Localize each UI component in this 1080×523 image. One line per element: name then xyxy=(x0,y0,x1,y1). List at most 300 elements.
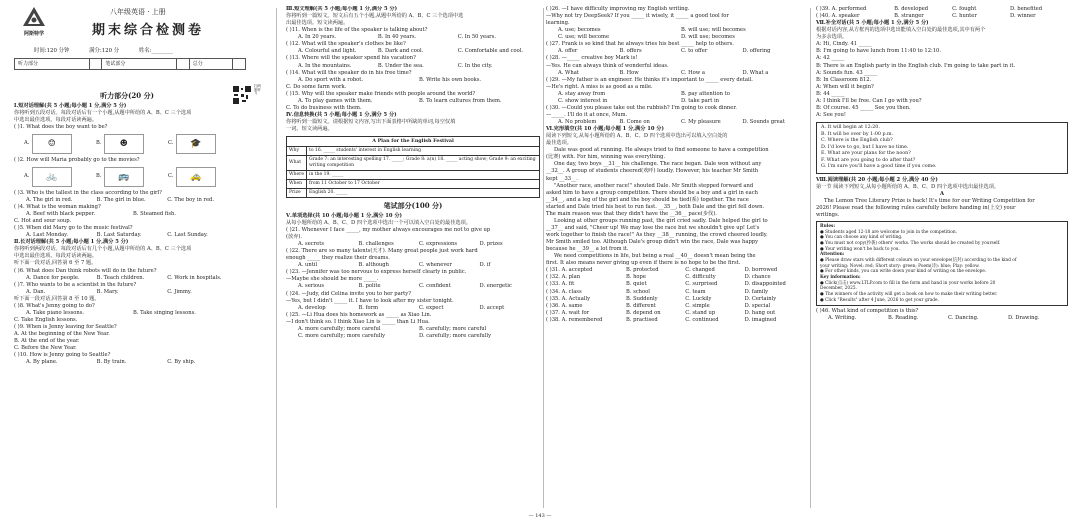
text-line: ( )28. —_____ creative boy Mark is! xyxy=(546,55,638,62)
text-line: ( )15. Why will the speaker make friends with people around the world? xyxy=(286,90,476,97)
answer-option[interactable]: C. The boy in red. xyxy=(167,196,215,203)
answer-option[interactable]: C. Comfortable and cool. xyxy=(457,48,524,55)
answer-option[interactable]: C. Work in hospitals. xyxy=(167,274,222,281)
answer-option[interactable]: A. The girl in red. xyxy=(26,196,73,203)
answer-option[interactable]: ( )35. A. Actually xyxy=(546,295,591,302)
choice-option: F. What are you going to do after that? xyxy=(821,157,916,163)
row-header: What xyxy=(287,155,307,170)
answer-option[interactable]: B. Write his own books. xyxy=(419,76,482,83)
options-row xyxy=(546,310,804,317)
answer-option[interactable]: D. special xyxy=(744,302,771,309)
text-line: ● The winners of the activity will get a book on how to make their writing better. xyxy=(820,292,998,298)
option-letter[interactable]: B. xyxy=(96,140,102,147)
text-line: A: See you! xyxy=(816,111,846,118)
text-line: ( )9. When is Jenny leaving for Seattle? xyxy=(14,324,117,331)
text-line: your writing: Novel: red; Short story: green; Poem(诗): blue; Play: yellow. xyxy=(820,263,980,269)
option-picture-icon: 🚲 xyxy=(32,167,72,187)
text-line: ( )27. Frank is so kind that he always tries his best _____ help to others. xyxy=(546,41,734,48)
option-letter[interactable]: C. xyxy=(168,173,174,180)
answer-option[interactable]: C. surprised xyxy=(685,281,718,288)
column-3 xyxy=(546,6,804,511)
answer-option[interactable]: A. secrets xyxy=(298,241,324,248)
answer-option[interactable]: B. Take singing lessons. xyxy=(133,309,196,316)
answer-option[interactable]: ( )32. A. plan xyxy=(546,274,581,281)
answer-option[interactable]: A. use; becomes xyxy=(558,27,601,34)
answer-option[interactable]: B. Teach children. xyxy=(96,274,145,281)
answer-option[interactable]: D. hang out xyxy=(744,309,776,316)
time-limit: 时间:120 分钟 xyxy=(34,48,70,54)
column-4 xyxy=(816,6,1068,511)
text-line: 根据对话内容,从方框内的选项中选出能填入空白处的最佳选项,其中有两个 xyxy=(816,27,986,34)
answer-option[interactable]: B. Suddenly xyxy=(625,295,658,302)
answer-option[interactable]: C. How a xyxy=(681,69,705,76)
column-divider xyxy=(543,8,544,508)
subsection-heading: Ⅴ.单项选择(共 10 小题;每小题 1 分,满分 10 分) xyxy=(286,212,402,219)
options-row xyxy=(546,281,804,288)
answer-option[interactable]: B. Last Saturday. xyxy=(96,232,142,239)
text-line: ( )5. When did Mary go to the music festival? xyxy=(14,225,133,232)
logo-icon xyxy=(22,6,46,28)
option-letter[interactable]: A. xyxy=(24,140,30,147)
text-line: —He's right. A miss is as good as a mile. xyxy=(546,83,653,90)
answer-option[interactable]: B. although xyxy=(358,262,389,269)
answer-option[interactable]: D. winner xyxy=(1010,13,1036,20)
text-line: 出最佳选项。短文读两遍。 xyxy=(286,20,349,27)
answer-option[interactable]: D. offering xyxy=(742,48,771,55)
answer-option[interactable]: B. challenges xyxy=(358,241,394,248)
text-line: C. Do some farm work. xyxy=(286,83,347,90)
answer-option[interactable]: B. In 40 years. xyxy=(377,34,417,41)
subsection-heading: Ⅳ.信息转换(共 5 小题;每小题 1 分,满分 5 分) xyxy=(286,111,397,118)
answer-option[interactable]: B. Mary. xyxy=(96,288,119,295)
answer-option[interactable]: A. Writing. xyxy=(828,315,857,322)
answer-option[interactable]: B. practised xyxy=(625,316,658,323)
short-passage-section xyxy=(286,6,540,133)
options-row xyxy=(14,289,240,296)
subsection-heading: Ⅲ.短文理解(共 5 小题;每小题 1 分,满分 5 分) xyxy=(286,6,398,12)
text-line: ( )7. Who wants to be a scientist in the future? xyxy=(14,281,137,288)
text-line: A: I think I'll be free. Can I go with you? xyxy=(816,97,922,104)
answer-option[interactable]: C. Dancing. xyxy=(948,315,979,322)
answer-option[interactable]: D. family xyxy=(744,288,769,295)
picture-options xyxy=(24,166,240,188)
publisher-logo xyxy=(14,6,54,50)
text-line: enough _____ they realize their dreams. xyxy=(286,255,390,262)
row-content: from 11 October to 17 October xyxy=(307,180,540,189)
options-row xyxy=(286,333,540,340)
answer-option[interactable]: B. By train. xyxy=(96,359,127,366)
text-line: 最佳选项。 xyxy=(546,140,572,147)
text-line: __37__ and said, "Cheer up! We may lose the race but we shouldn't give up! Let's xyxy=(546,224,760,231)
answer-option[interactable]: D. chance xyxy=(744,274,771,281)
answer-option[interactable]: B. carefully; more careful xyxy=(419,325,487,332)
row-content: Grade 7: an interesting spelling 17. _____; Grade 8: a(n) 18. _____ acting show; Grade 9: an exciting writing competition xyxy=(307,155,540,170)
answer-option[interactable]: B. hope xyxy=(625,274,646,281)
reading-section xyxy=(816,177,1068,219)
answer-option[interactable]: C. changed xyxy=(685,267,715,274)
option-picture-icon: 🎓 xyxy=(176,134,216,154)
answer-option[interactable]: D. imagined xyxy=(744,316,777,323)
answer-option[interactable]: C. By ship. xyxy=(167,359,196,366)
text-line: 第一节 阅读下列短文,从每小题所给的 A、B、C、D 四个选项中选出最佳选项。 xyxy=(816,183,1000,190)
column-divider xyxy=(810,8,811,508)
table-row xyxy=(287,170,540,179)
answer-option[interactable]: ( )31. A. accepted xyxy=(546,267,593,274)
score-input[interactable] xyxy=(177,59,189,70)
score-table xyxy=(14,58,246,70)
options-row xyxy=(816,6,1068,13)
text-line: B. At the end of the year. xyxy=(14,338,80,345)
text-line: ( )26. —I have difficulty improving my English writing. xyxy=(546,6,690,12)
answer-option[interactable]: C. fought xyxy=(952,6,977,12)
answer-option[interactable]: D. What a xyxy=(742,69,769,76)
text-line: ● Your writing won't be back to you. xyxy=(820,246,900,252)
answer-option[interactable]: C. to offer xyxy=(681,48,708,55)
text-line: 你将听到一篇短文。请根据短文内容,写出下面表格中所缺的单词,每空仅填 xyxy=(286,119,456,125)
rules-heading: Key information: xyxy=(820,275,861,281)
table-title: A Plan for the English Festival xyxy=(287,137,540,147)
answer-option[interactable]: C. whenever xyxy=(419,262,452,269)
answer-option[interactable]: D. prizes xyxy=(479,241,503,248)
option-letter[interactable]: C. xyxy=(168,140,174,147)
row-header: Where xyxy=(287,170,307,179)
answer-option[interactable]: C. use; will become xyxy=(558,34,610,41)
answer-option[interactable]: B. different xyxy=(625,302,656,309)
answer-option[interactable]: B. offers xyxy=(619,48,642,55)
answer-option[interactable]: D. accept xyxy=(479,304,505,311)
answer-option[interactable]: D. disappointed xyxy=(744,281,786,288)
text-line: ( )21. Whenever I face _____, my mother always encourages me not to give up xyxy=(286,226,491,233)
answer-option[interactable]: ( )34. A. class xyxy=(546,288,582,295)
reading-questions xyxy=(816,308,1068,322)
answer-option[interactable]: D. Sounds great xyxy=(742,119,785,125)
answer-option[interactable]: C. continued xyxy=(685,316,719,323)
answer-option[interactable]: A. Take piano lessons. xyxy=(26,309,85,316)
options-row xyxy=(546,27,804,34)
answer-option[interactable]: D. borrowed xyxy=(744,267,778,274)
answer-option[interactable]: A. more carefully; more careful xyxy=(298,325,381,332)
text-line: ( )14. What will the speaker do in his free time? xyxy=(286,69,412,76)
answer-option[interactable]: C. Last Sunday. xyxy=(167,232,208,239)
paragraph-line: The Lemon Tree Literary Prize is back! It's time for our Writing Competition for xyxy=(824,197,1035,204)
row-header: Prize xyxy=(287,189,307,198)
page-title: 期末综合检测卷 xyxy=(92,23,205,38)
answer-option[interactable]: B. How xyxy=(619,69,639,76)
answer-option[interactable]: C. team xyxy=(685,288,706,295)
grade-label: 八年级英语 · 上册 xyxy=(110,8,166,16)
passage-label: A xyxy=(939,190,945,197)
text-line: ( )3. Who is the tallest in the class according to the girl? xyxy=(14,189,162,196)
page-number: — 143 — xyxy=(528,513,552,519)
options-row xyxy=(546,289,804,296)
answer-option[interactable]: B. protected xyxy=(625,267,659,274)
answer-option[interactable]: A. In the mountains. xyxy=(298,62,352,69)
text-line: writings. xyxy=(816,211,840,218)
answer-option[interactable]: D. Certainly xyxy=(744,295,777,302)
row-header: Why xyxy=(287,146,307,155)
answer-option[interactable]: ( )38. A. remembered xyxy=(546,316,603,323)
options-row xyxy=(286,305,540,312)
answer-option[interactable]: A. What xyxy=(558,69,579,76)
answer-option[interactable]: D. energetic xyxy=(479,283,512,290)
text-line: kept __33__. xyxy=(546,175,578,182)
answer-option[interactable]: D. benefited xyxy=(1010,6,1043,12)
answer-option[interactable]: A. No problem xyxy=(558,119,597,125)
answer-option[interactable]: A. stay away from xyxy=(558,90,606,97)
text-line: 2026! Please read the following rules carefully before handing in(上交) your xyxy=(816,204,1016,211)
text-line: 你将听到两段对话。每段对话后有几个小题,从题中所给的 A、B、C 三个选项 xyxy=(14,246,192,253)
qr-note: 扫码听听力 xyxy=(254,84,261,96)
dialogue-section xyxy=(816,6,1068,119)
option-letter[interactable]: B. xyxy=(96,173,102,180)
festival-plan-table xyxy=(286,136,540,198)
answer-option[interactable]: C. confident xyxy=(419,283,451,290)
text-line: —_____. I'll do it at once, Mum. xyxy=(546,111,628,118)
exam-meta xyxy=(34,48,264,55)
option-letter[interactable]: A. xyxy=(24,173,30,180)
paragraph-line: "Another race, another race!" shouted Dale. Mr Smith stepped forward and xyxy=(554,182,754,189)
answer-option[interactable]: C. stand up xyxy=(685,309,716,316)
answer-option[interactable]: A. To play games with them. xyxy=(298,97,373,104)
section-heading: 笔试部分(100 分) xyxy=(383,201,443,211)
full-score: 满分:120 分 xyxy=(89,48,120,54)
text-line: asked him to have a group competition. There should be a boy and a girl in each xyxy=(546,189,758,196)
answer-option[interactable]: A. Dan. xyxy=(26,288,46,295)
text-line: ( )23. —Jennifer was too nervous to express herself clearly in public. xyxy=(286,269,467,276)
answer-option[interactable]: D. if xyxy=(479,262,491,269)
answer-option[interactable]: C. show interest in xyxy=(558,97,608,104)
options-row xyxy=(546,317,804,324)
answer-option[interactable]: C. In 50 years. xyxy=(457,34,496,41)
answer-option[interactable]: ( )37. A. wait for xyxy=(546,309,590,316)
answer-option[interactable]: ( )33. A. fit xyxy=(546,281,575,288)
options-row xyxy=(14,359,240,366)
options-row xyxy=(546,274,804,281)
options-row xyxy=(14,211,240,218)
answer-option[interactable]: A. Dance for people. xyxy=(26,274,80,281)
text-line: C. Before the New Year. xyxy=(14,345,77,352)
text-line: 听下面一段对话,回答第 6 至 7 题。 xyxy=(14,260,97,267)
text-line: 中选出最佳选项。每段对话读两遍。 xyxy=(14,116,98,123)
text-line: B: Of course. 45 _____ See you then. xyxy=(816,104,911,111)
logo-text: 阿斯特学 xyxy=(23,31,44,38)
options-row xyxy=(14,275,240,282)
answer-option[interactable]: C. simple xyxy=(685,302,710,309)
text-line: —I don't think so. I think Xiao Lin is _____ than Li Hua. xyxy=(286,318,430,325)
paragraph-line: Looking at other groups running past, the girl cried sadly. Dale helped the girl to xyxy=(554,217,768,224)
answer-option[interactable]: ( )40. A. speaker xyxy=(816,13,860,20)
options-row xyxy=(14,310,240,317)
answer-option[interactable]: D. take part in xyxy=(681,97,719,104)
text-line: A: When will it begin? xyxy=(816,83,874,90)
answer-option[interactable]: B. Come on xyxy=(619,119,650,125)
answer-option[interactable]: B. developed xyxy=(894,6,929,12)
answer-option[interactable]: B. depend on xyxy=(625,309,661,316)
text-line: 为多余选项。 xyxy=(816,34,848,41)
option-picture-icon: ☻ xyxy=(104,134,144,154)
text-line: work together to finish the race!" As they __38__ running, the crowd cheered loudly. xyxy=(546,232,768,238)
answer-option[interactable]: D. will use; becomes xyxy=(681,34,735,41)
listening-section xyxy=(14,88,240,366)
text-line: —Maybe she should be more _____. xyxy=(286,276,379,283)
option-picture-icon: ☺ xyxy=(32,134,72,154)
text-line: __32__. A group of students cheered(欢呼) loudly. However, his teacher Mr Smith xyxy=(546,168,759,175)
text-line: ( )46. What kind of competition is this? xyxy=(816,308,919,315)
single-choice-section xyxy=(286,201,540,340)
text-line: 你将听到五段对话。每段对话后有一个小题,从题中所给的 A、B、C 三个选项 xyxy=(14,109,192,116)
answer-option[interactable]: ( )36. A. same xyxy=(546,302,583,309)
name-field[interactable]: 姓名:________ xyxy=(138,48,173,54)
options-row xyxy=(546,296,804,303)
choice-option: C. Where is the English club? xyxy=(821,138,893,144)
rules-heading: Attention: xyxy=(820,252,845,258)
choice-option: G. I'm sure you'll have a good time if you come. xyxy=(821,164,937,170)
score-cell-listening: 听力部分 xyxy=(15,59,90,70)
rules-heading: Rules: xyxy=(820,223,836,229)
answer-option[interactable]: A. offer xyxy=(558,48,578,55)
text-line: B: In Classroom 812. xyxy=(816,76,872,83)
answer-option[interactable]: A. serious xyxy=(298,283,325,290)
answer-option[interactable]: C. more carefully; more carefully xyxy=(298,332,386,339)
text-line: ( )13. Where will the speaker spend his vacation? xyxy=(286,55,416,62)
table-row xyxy=(287,146,540,155)
table-row xyxy=(287,180,540,189)
text-line: ● For other kinds, you can write down your kind of writing on the envelope. xyxy=(820,269,987,275)
answer-option[interactable]: A. Colourful and light. xyxy=(298,48,357,55)
text-line: ● You must not copy(抄袭) others' works. The works should be created by yourself. xyxy=(820,241,1001,246)
answer-option[interactable]: B. Dark and cool. xyxy=(377,48,424,55)
subsection-heading: Ⅵ.完形填空(共 10 小题;每小题 1 分,满分 10 分) xyxy=(546,126,664,133)
text-line: ( )1. What does the boy want to be? xyxy=(14,123,108,130)
answer-option[interactable]: B. To learn cultures from them. xyxy=(419,97,502,104)
answer-option[interactable]: A. Last Monday. xyxy=(26,232,69,239)
text-line: B: There is an English party in the English club. I'm going to take part in it. xyxy=(816,62,1016,69)
option-picture-icon: 🚌 xyxy=(104,167,144,187)
text-line: —Why not try DeepSeek? If you _____ it wisely, it _____ a good tool for xyxy=(546,13,729,20)
text-line: 阅读下列短文,从每小题所给的 A、B、C、D 四个选项中选出可以填入空白处的 xyxy=(546,133,728,140)
text-line: learning. xyxy=(546,20,570,27)
answer-option[interactable]: B. Reading. xyxy=(888,315,919,322)
score-input[interactable] xyxy=(233,59,246,70)
table-row xyxy=(287,155,540,170)
answer-option[interactable]: B. The girl in blue. xyxy=(96,196,146,203)
text-line: ● Please draw stars with different colours on your envelope(信封) according to the kind of xyxy=(820,258,1017,264)
options-row xyxy=(546,267,804,274)
answer-option[interactable]: C. difficulty xyxy=(685,274,716,281)
answer-option[interactable]: B. school xyxy=(625,288,650,295)
column-1 xyxy=(14,6,264,511)
choice-option: E. What are your plans for the noon? xyxy=(821,151,911,157)
answer-option[interactable]: B. Steamed fish. xyxy=(133,211,176,218)
section-heading: 听力部分(20 分) xyxy=(100,91,154,100)
competition-rules-box xyxy=(816,221,1068,306)
text-line: (放弃). xyxy=(286,234,303,240)
text-line: ( )11. When is the life of the speaker is talking about? xyxy=(286,27,428,34)
answer-option[interactable]: ( )39. A. performed xyxy=(816,6,867,12)
options-row xyxy=(286,283,540,290)
options-row xyxy=(816,315,1068,322)
options-row xyxy=(286,98,540,105)
choice-option: D. I'd love to go, but I have no time. xyxy=(821,144,909,150)
table-row xyxy=(287,189,540,198)
answer-option[interactable]: C. expect xyxy=(419,304,444,311)
dialogue-choices-box xyxy=(816,122,1068,174)
answer-option[interactable]: B. stranger xyxy=(894,13,924,20)
text-line: 一词。短文读两遍。 xyxy=(286,126,333,133)
text-line: A: 42 _____ xyxy=(816,55,845,62)
row-header: When xyxy=(287,180,307,189)
text-line: ( )6. What does Dan think robots will do in the future? xyxy=(14,267,157,274)
answer-option[interactable]: A. In 20 years. xyxy=(298,34,337,41)
text-line: C. Take English lessons. xyxy=(14,316,78,323)
text-line: 从每小题所给的 A、B、C、D 四个选项中选出一个可以填入空白处的最佳选项。 xyxy=(286,219,471,226)
text-line: ( )30. —Could you please take out the rubbish? I'm going to cook dinner. xyxy=(546,104,737,111)
subsection-heading: Ⅶ.补全对话(共 5 小题;每小题 1 分,满分 5 分) xyxy=(816,20,929,27)
text-line: ( )25. —Li Hua does his homework as _____ as Xiao Lin. xyxy=(286,311,432,318)
answer-option[interactable]: C. Jimmy. xyxy=(167,288,192,295)
cloze-section xyxy=(546,6,804,324)
answer-option[interactable]: B. Under the sea. xyxy=(377,62,424,69)
text-line: __34__, and a leg of the girl and the boy should be tied(系) together. The race xyxy=(546,196,749,203)
text-line: ( )12. What will the speaker's clothes be like? xyxy=(286,41,406,48)
answer-option[interactable]: A. By plane. xyxy=(26,359,58,366)
score-input[interactable] xyxy=(89,59,101,70)
column-divider xyxy=(276,8,277,508)
subsection-heading: Ⅷ.阅读理解(共 20 小题;每小题 2 分,满分 40 分) xyxy=(816,176,938,183)
answer-option[interactable]: B. will use; will becomes xyxy=(681,27,746,34)
options-row xyxy=(14,197,240,204)
answer-option[interactable]: D. carefully; more carefully xyxy=(419,332,492,339)
answer-option[interactable]: A. Beef with black pepper. xyxy=(26,211,96,218)
text-line: ● Students aged 12-18 are welcome to join in the competition. xyxy=(820,229,958,235)
answer-option[interactable]: D. Drawing. xyxy=(1008,315,1040,322)
score-cell-total: 总分 xyxy=(189,59,233,70)
text-line: —Yes. He can always think of wonderful ideas. xyxy=(546,62,669,69)
answer-option[interactable]: C. In the city. xyxy=(457,62,493,69)
text-line: started and Dale tried his best to run fast. __35__, both Dale and the girl fell down. xyxy=(546,203,765,210)
answer-option[interactable]: A. until xyxy=(298,262,318,269)
options-row xyxy=(546,91,804,98)
answer-option[interactable]: B. polite xyxy=(358,283,381,290)
text-line: ( )8. What's Jenny going to do? xyxy=(14,302,95,309)
picture-options xyxy=(24,133,240,155)
options-row xyxy=(546,119,804,126)
text-line: because he __39__ a lot from it. xyxy=(546,246,629,253)
text-line: C. To do business with them. xyxy=(286,104,362,111)
subsection-heading: Ⅰ.短对话理解(共 5 小题;每小题 1 分,满分 5 分) xyxy=(14,102,127,109)
answer-option[interactable]: A. Do sport with a robot. xyxy=(298,76,363,83)
text-line: ● Click "Results" after 4 June, 2026 to get your grade. xyxy=(820,297,939,303)
text-line: ( )24. —Judy, did Celina invite you to her party? xyxy=(286,290,411,297)
row-content: English 20. _____ xyxy=(307,189,540,198)
answer-option[interactable]: B. form xyxy=(358,304,379,311)
answer-option[interactable]: C. expressions xyxy=(419,241,458,248)
answer-option[interactable]: C. hunter xyxy=(952,13,977,20)
text-line: ( )22. There are so many talents(天才). Many great people just work hard xyxy=(286,248,478,255)
text-line: ( )29. —My father is an engineer. He thinks it's important to _____ every detail. xyxy=(546,76,753,83)
row-content: in the 19. _____ xyxy=(307,170,540,179)
text-line: B: 44 _____ xyxy=(816,90,845,97)
answer-option[interactable]: B. pay attention to xyxy=(681,90,730,97)
answer-option[interactable]: C. My pleasure xyxy=(681,119,721,125)
text-line: A: Sounds fun. 43 _____ xyxy=(816,69,878,76)
text-line: B: I'm going to have lunch from 11:40 to 12:10. xyxy=(816,48,941,55)
paragraph-line: One day, two boys __31__ his challenge. The race began. Dale won without any xyxy=(554,161,762,168)
option-picture-icon: 🚕 xyxy=(176,167,216,187)
answer-option[interactable]: B. quiet xyxy=(625,281,647,288)
answer-option[interactable]: C. Luckily xyxy=(685,295,712,302)
answer-option[interactable]: A. develop xyxy=(298,304,326,311)
